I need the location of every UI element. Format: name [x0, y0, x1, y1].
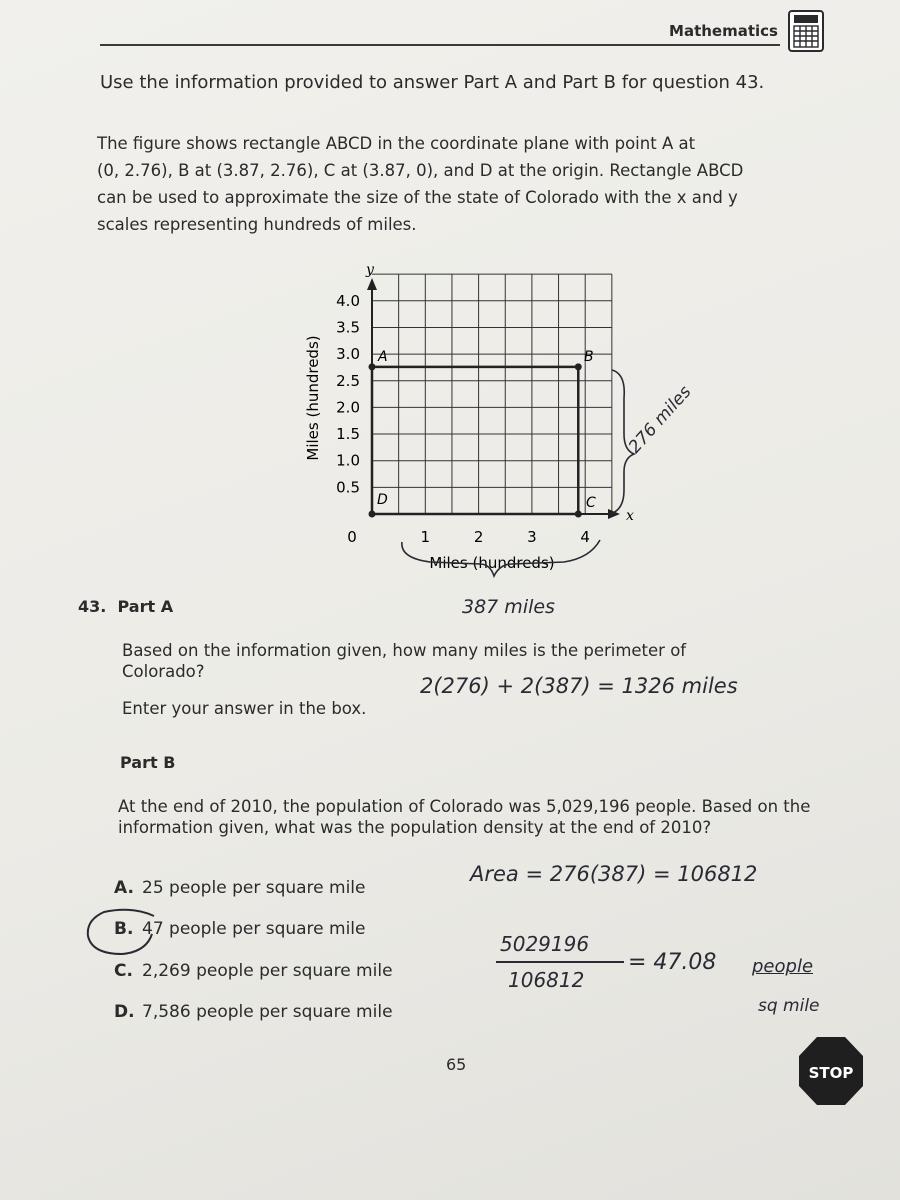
- point-a: [369, 363, 376, 370]
- coordinate-plane: [290, 258, 750, 588]
- subject-header: Mathematics: [669, 22, 778, 40]
- label-d: D: [377, 492, 388, 508]
- label-b: B: [584, 349, 594, 365]
- y-tick-label: 1.0: [336, 451, 360, 470]
- choice-text: 7,586 people per square mile: [142, 1002, 393, 1022]
- label-a: A: [378, 349, 388, 365]
- handwritten-unit-top: people: [752, 956, 814, 977]
- question-number: 43.: [78, 597, 107, 616]
- y-tick-labels: [336, 292, 360, 497]
- handwritten-bottom-label: 387 miles: [462, 596, 555, 618]
- stop-sign-icon: [798, 1036, 864, 1106]
- header-rule: [100, 44, 780, 46]
- part-a-question: Based on the information given, how many miles is the perimeter of Colorado?: [122, 641, 687, 681]
- choice-letter: B.: [114, 919, 134, 939]
- handwritten-side-label: 276 miles: [624, 382, 696, 458]
- grid-lines: [372, 274, 612, 514]
- choice-letter: D.: [114, 1002, 135, 1022]
- page-number: 65: [446, 1055, 467, 1074]
- choice-letter: C.: [114, 961, 133, 981]
- handwritten-fraction-denominator: 106812: [508, 968, 585, 992]
- x-axis-variable: x: [626, 508, 634, 524]
- description-line: can be used to approximate the size of the state of Colorado with the x and y: [97, 188, 738, 207]
- x-tick-labels: [421, 528, 590, 546]
- handwritten-circle-mark: [82, 904, 162, 960]
- fraction-bar: [496, 961, 624, 963]
- answer-instruction: Enter your answer in the box.: [122, 699, 367, 718]
- point-b: [575, 363, 582, 370]
- handwritten-perimeter: 2(276) + 2(387) = 1326 miles: [420, 674, 738, 698]
- description-line: (0, 2.76), B at (3.87, 2.76), C at (3.87, 0), and D at the origin. Rectangle ABCD: [97, 161, 744, 180]
- choice-text: 25 people per square mile: [142, 878, 366, 898]
- x-tick-label: 3: [527, 528, 537, 546]
- description-line: scales representing hundreds of miles.: [97, 215, 417, 234]
- x-tick-label: 4: [580, 528, 590, 546]
- y-tick-label: 3.5: [336, 318, 360, 337]
- calculator-icon: [788, 10, 824, 52]
- choice-c[interactable]: [114, 961, 393, 981]
- point-c: [575, 511, 582, 518]
- y-tick-label: 2.0: [336, 398, 360, 417]
- y-tick-label: 4.0: [336, 291, 360, 310]
- part-a-label: Part A: [117, 597, 174, 616]
- label-c: C: [586, 495, 596, 511]
- part-b-question: At the end of 2010, the population of Colorado was 5,029,196 people. Based on the information given, what was the population density at the end of 2010?: [118, 797, 811, 837]
- description-line: The figure shows rectangle ABCD in the coordinate plane with point A at: [97, 134, 696, 153]
- choice-d[interactable]: [114, 1002, 393, 1022]
- choice-a[interactable]: [114, 878, 366, 898]
- y-axis-arrow: [367, 278, 377, 290]
- stop-text: STOP: [808, 1064, 854, 1082]
- x-axis-title: Miles (hundreds): [429, 554, 555, 572]
- x-axis-arrow: [608, 509, 620, 519]
- y-axis-title: Miles (hundreds): [304, 335, 322, 461]
- point-d: [369, 511, 376, 518]
- choice-letter: A.: [114, 878, 134, 898]
- x-tick-label: 2: [473, 528, 484, 546]
- question-heading: [78, 597, 173, 616]
- origin-label: 0: [347, 528, 357, 546]
- y-axis-variable: y: [366, 262, 374, 278]
- y-tick-label: 2.5: [336, 371, 360, 390]
- choice-text: 2,269 people per square mile: [142, 961, 393, 981]
- problem-description: [97, 130, 817, 238]
- intro-text: Use the information provided to answer Part A and Part B for question 43.: [100, 72, 765, 93]
- part-b-label: Part B: [120, 753, 176, 772]
- handwritten-unit-bottom: sq mile: [758, 996, 820, 1016]
- y-tick-label: 1.5: [336, 425, 360, 444]
- handwritten-fraction-numerator: 5029196: [500, 932, 590, 956]
- handwritten-density: = 47.08: [628, 950, 717, 975]
- rectangle-abcd: [372, 367, 578, 514]
- choice-text: 47 people per square mile: [142, 919, 366, 939]
- x-tick-label: 1: [420, 528, 431, 546]
- handwritten-area: Area = 276(387) = 106812: [470, 862, 758, 886]
- y-tick-label: 3.0: [336, 345, 360, 364]
- y-tick-label: 0.5: [336, 478, 360, 497]
